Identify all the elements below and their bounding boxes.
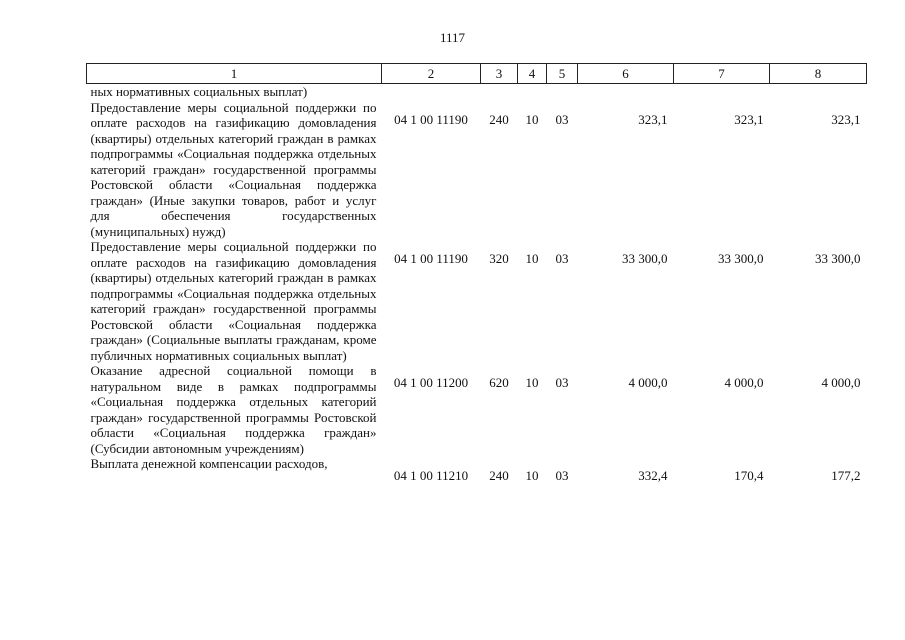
row-amount-col8: 33 300,0 (815, 251, 861, 266)
row-amount-col7: 4 000,0 (724, 375, 764, 390)
table-row (87, 100, 867, 240)
row-amount-col6: 323,1 (638, 111, 668, 127)
row-amount-col8: 4 000,0 (821, 375, 861, 390)
row-expense-type: 620 (489, 375, 509, 390)
table-row (87, 84, 867, 100)
row-amount-col8: 177,2 (831, 468, 861, 483)
column-header-1: 1 (87, 64, 382, 84)
table-row (87, 363, 867, 456)
row-amount-col7 (674, 84, 770, 100)
row-section: 10 (525, 251, 539, 266)
row-description: Предоставление меры социальной поддержки по оплате расходов на газификацию домовладения (квартиры) отдельных категорий граждан в рамках подпрограммы «Социальная поддержка отдельных категорий граждан» государственной программы Ростовской области «Социальная поддержка граждан» (Иные закупки товаров, работ и услуг для обеспечения государственных (муниципальных) нужд) (90, 99, 377, 239)
table-row (87, 456, 867, 484)
row-expense-type: 240 (489, 111, 509, 127)
column-header-3: 3 (481, 64, 518, 84)
row-target-code: 04 1 00 11210 (393, 468, 469, 483)
row-expense-type (481, 84, 518, 100)
row-target-code: 04 1 00 11190 (394, 251, 468, 266)
column-header-8: 8 (770, 64, 867, 84)
column-header-5: 5 (547, 64, 578, 84)
row-target-code: 04 1 00 11200 (393, 375, 469, 390)
row-expense-type: 320 (489, 251, 509, 266)
row-subsection (547, 84, 578, 100)
row-amount-col6: 4 000,0 (628, 375, 668, 390)
row-subsection: 03 (555, 111, 569, 127)
page-number: 1117 (439, 30, 466, 45)
budget-table (86, 63, 867, 484)
table-header-row (87, 64, 867, 84)
row-amount-col7: 170,4 (734, 468, 764, 483)
row-amount-col7: 323,1 (734, 111, 764, 127)
table-row (87, 239, 867, 363)
row-section: 10 (525, 111, 539, 127)
row-expense-type: 240 (489, 468, 509, 483)
row-section: 10 (525, 375, 539, 390)
row-amount-col6 (578, 84, 674, 100)
row-description: Оказание адресной социальной помощи в натуральном виде в рамках подпрограммы «Социальная поддержка отдельных категорий граждан» государственной программы Ростовской области «Социальная поддержка граждан» (Субсидии автономным учреждениям) (90, 363, 377, 456)
row-subsection: 03 (555, 375, 569, 390)
row-section: 10 (525, 468, 539, 483)
column-header-4: 4 (518, 64, 547, 84)
column-header-2: 2 (382, 64, 481, 84)
row-section (518, 84, 547, 100)
row-target-code (382, 84, 481, 100)
row-amount-col6: 332,4 (638, 468, 668, 483)
row-amount-col8: 323,1 (831, 111, 861, 127)
column-header-7: 7 (674, 64, 770, 84)
row-subsection: 03 (555, 251, 569, 266)
row-amount-col8 (770, 84, 867, 100)
row-subsection: 03 (555, 468, 569, 483)
row-description: Предоставление меры социальной поддержки по оплате расходов на газификацию домовладения (квартиры) отдельных категорий граждан в рамках подпрограммы «Социальная поддержка отдельных категорий граждан» государственной программы Ростовской области «Социальная поддержка граждан» (Социальные выплаты гражданам, кроме публичных нормативных социальных выплат) (90, 239, 377, 363)
row-amount-col7: 33 300,0 (718, 251, 764, 266)
row-amount-col6: 33 300,0 (622, 251, 668, 266)
row-target-code: 04 1 00 11190 (394, 111, 468, 127)
row-description: Выплата денежной компенсации расходов, (90, 456, 328, 471)
column-header-6: 6 (578, 64, 674, 84)
row-description: ных нормативных социальных выплат) (90, 84, 308, 99)
